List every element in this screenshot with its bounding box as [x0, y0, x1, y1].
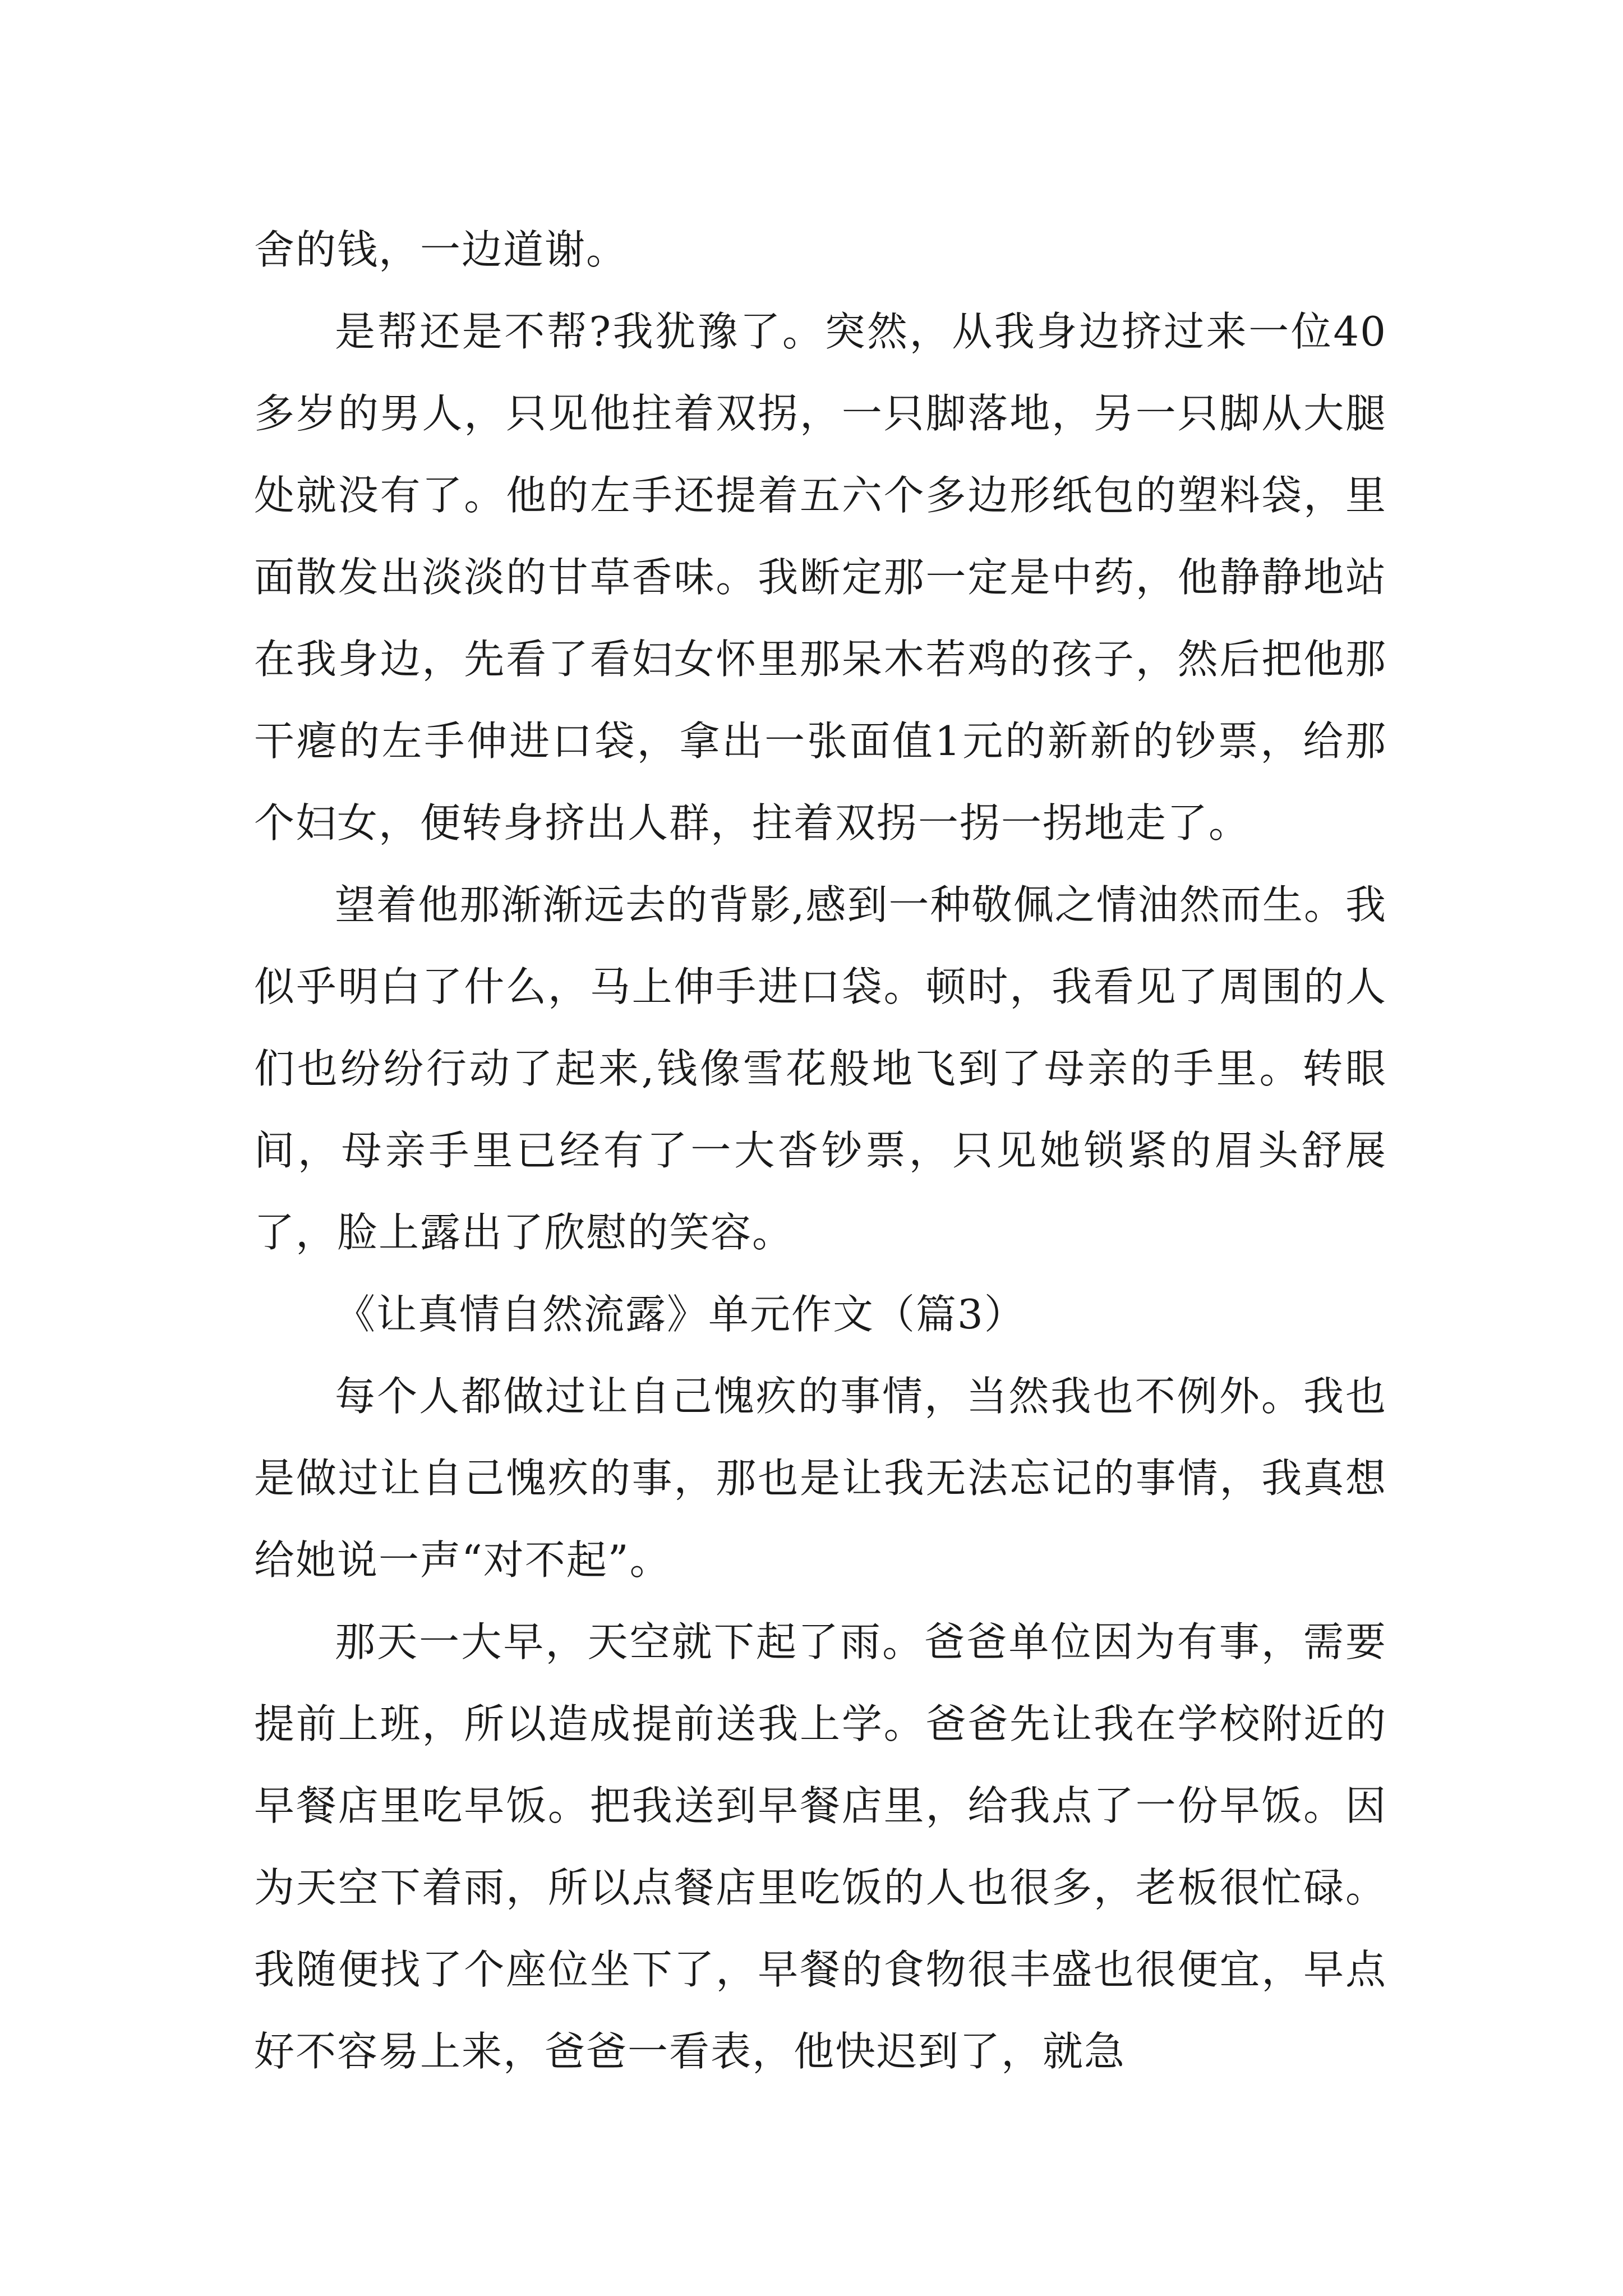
paragraph-crowd-donation: 望着他那渐渐远去的背影,感到一种敬佩之情油然而生。我似乎明白了什么，马上伸手进口袋。顿时，我看见了周围的人们也纷纷行动了起来,钱像雪花般地飞到了母亲的手里。转眼间，母亲手里已经有了一大沓钞票，只见她锁紧的眉头舒展了，脸上露出了欣慰的笑容。: [254, 881, 1387, 1256]
paragraph-rainy-morning: 那天一大早，天空就下起了雨。爸爸单位因为有事，需要提前上班，所以造成提前送我上学。爸爸先让我在学校附近的早餐店里吃早饭。把我送到早餐店里，给我点了一份早饭。因为天空下着雨，所以点餐店里吃饭的人也很多，老板很忙碌。我随便找了个座位坐下了，早餐的食物很丰盛也很便宜，早点好不容易上来，爸爸一看表，他快迟到了，就急: [254, 1618, 1387, 2075]
paragraph-crutch-man: 是帮还是不帮?我犹豫了。突然，从我身边挤过来一位40多岁的男人，只见他拄着双拐，一只脚落地，另一只脚从大腿处就没有了。他的左手还提着五六个多边形纸包的塑料袋，里面散发出淡淡的甘草香味。我断定那一定是中药，他静静地站在我身边，先看了看妇女怀里那呆木若鸡的孩子，然后把他那干瘪的左手伸进口袋，拿出一张面值1元的新新的钞票，给那个妇女，便转身挤出人群，拄着双拐一拐一拐地走了。: [254, 308, 1387, 846]
paragraph-continued: 舍的钱，一边道谢。: [254, 226, 628, 273]
document-body: [254, 209, 1387, 2092]
essay-heading: 《让真情自然流露》单元作文（篇3）: [335, 1291, 1026, 1338]
paragraph-guilt-intro: 每个人都做过让自己愧疚的事情，当然我也不例外。我也是做过让自己愧疚的事，那也是让我无法忘记的事情，我真想给她说一声“对不起”。: [254, 1373, 1387, 1584]
